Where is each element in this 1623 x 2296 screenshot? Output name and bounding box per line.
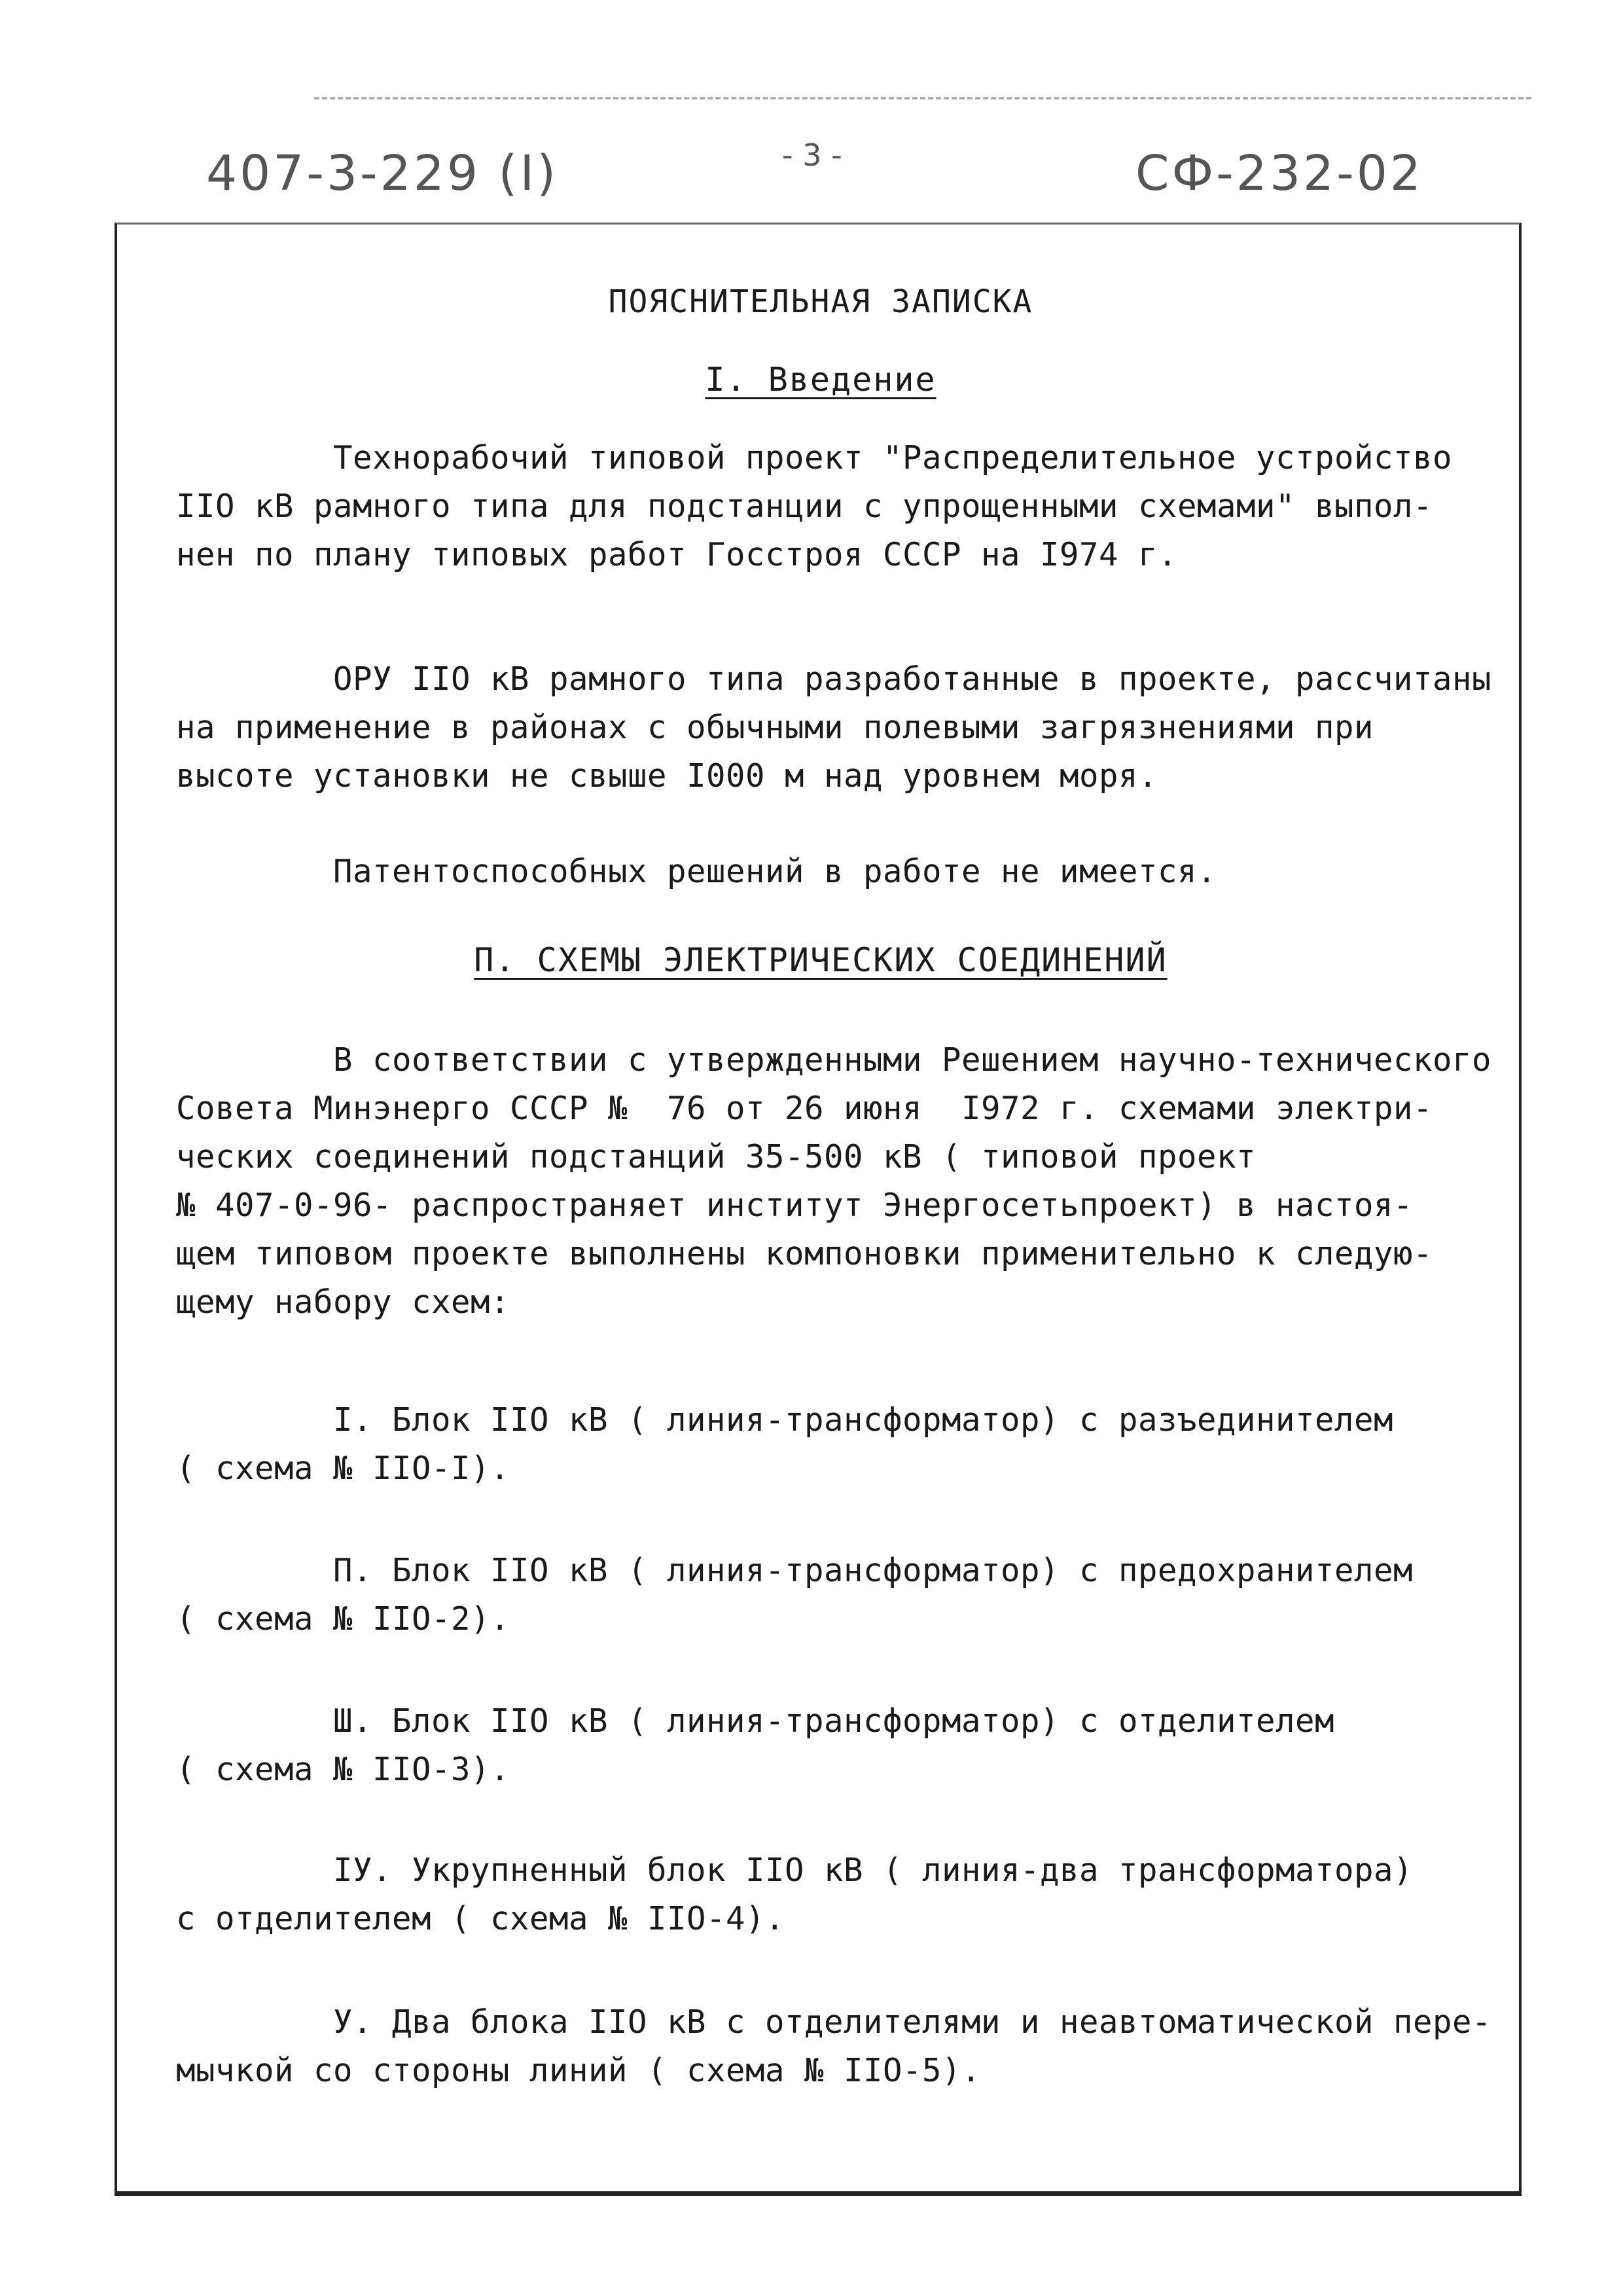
page-number: - 3 - xyxy=(782,137,842,173)
document-sheet xyxy=(115,223,1522,2196)
list-item-scheme-1 xyxy=(176,1396,1485,1493)
paragraph xyxy=(176,655,1492,800)
text-line: ( схема № IIO-3). xyxy=(176,1751,510,1788)
text-line: на применение в районах с обычными полевыми загрязнениями при xyxy=(176,709,1374,746)
paragraph xyxy=(176,848,1485,896)
text-line: П. Блок IIO кВ ( линия-трансформатор) с предохранителем xyxy=(176,1552,1414,1589)
text-line: IУ. Укрупненный блок IIO кВ ( линия-два трансформатора) xyxy=(176,1852,1414,1889)
text-line: щем типовом проекте выполнены компоновки применительно к следую- xyxy=(176,1235,1433,1272)
list-item-scheme-5 xyxy=(176,1998,1492,2095)
text-line: высоте установки не свыше I000 м над уровнем моря. xyxy=(176,757,1158,795)
paragraph xyxy=(176,1036,1492,1327)
text-line: нен по плану типовых работ Госстроя СССР на I974 г. xyxy=(176,536,1178,573)
text-line: ческих соединений подстанций 35-500 кВ ( типовой проект xyxy=(176,1138,1257,1175)
text-line: с отделителем ( схема № IIO-4). xyxy=(176,1900,785,1937)
text-line: мычкой со стороны линий ( схема № IIO-5). xyxy=(176,2052,982,2089)
section-heading-label: П. СХЕМЫ ЭЛЕКТРИЧЕСКИХ СОЕДИНЕНИЙ xyxy=(474,941,1168,979)
section-heading-label: I. Введение xyxy=(705,361,936,399)
section-heading-schemes xyxy=(117,941,1524,979)
paragraph xyxy=(176,434,1485,579)
document-title: ПОЯСНИТЕЛЬНАЯ ЗАПИСКА xyxy=(608,283,1033,320)
doc-code: 407-3-229 (I) xyxy=(206,145,559,202)
text-line: ( схема № IIO-2). xyxy=(176,1600,510,1638)
list-item-scheme-3 xyxy=(176,1697,1485,1794)
text-line: Ш. Блок IIO кВ ( линия-трансформатор) с отделителем xyxy=(176,1702,1335,1740)
text-line: У. Два блока IIO кВ с отделителями и неавтоматической пере- xyxy=(176,2003,1492,2041)
header-stamp-row xyxy=(115,137,1522,216)
list-item-scheme-2 xyxy=(176,1547,1485,1643)
text-line: Патентоспособных решений в работе не имеется. xyxy=(176,853,1217,890)
text-line: В соответствии с утвержденными Решением научно-технического xyxy=(176,1041,1492,1079)
text-line: № 407-0-96- распространяет институт Энергосетьпроект) в настоя- xyxy=(176,1187,1414,1224)
section-heading-introduction xyxy=(117,361,1524,399)
top-dashed-rule xyxy=(314,97,1531,99)
text-line: I. Блок IIO кВ ( линия-трансформатор) с разъединителем xyxy=(176,1401,1394,1439)
series-code: СФ-232-02 xyxy=(1135,145,1423,202)
text-line: ОРУ IIO кВ рамного типа разработанные в проекте, рассчитаны xyxy=(176,660,1492,698)
text-line: щему набору схем: xyxy=(176,1283,510,1321)
text-line: Совета Минэнерго СССР № 76 от 26 июня I972 г. схемами электри- xyxy=(176,1090,1433,1127)
text-line: IIO кВ рамного типа для подстанции с упрощенными схемами" выпол- xyxy=(176,488,1433,525)
text-line: Технорабочий типовой проект "Распределительное устройство xyxy=(176,439,1453,476)
list-item-scheme-4 xyxy=(176,1846,1485,1943)
text-line: ( схема № IIO-I). xyxy=(176,1450,510,1487)
